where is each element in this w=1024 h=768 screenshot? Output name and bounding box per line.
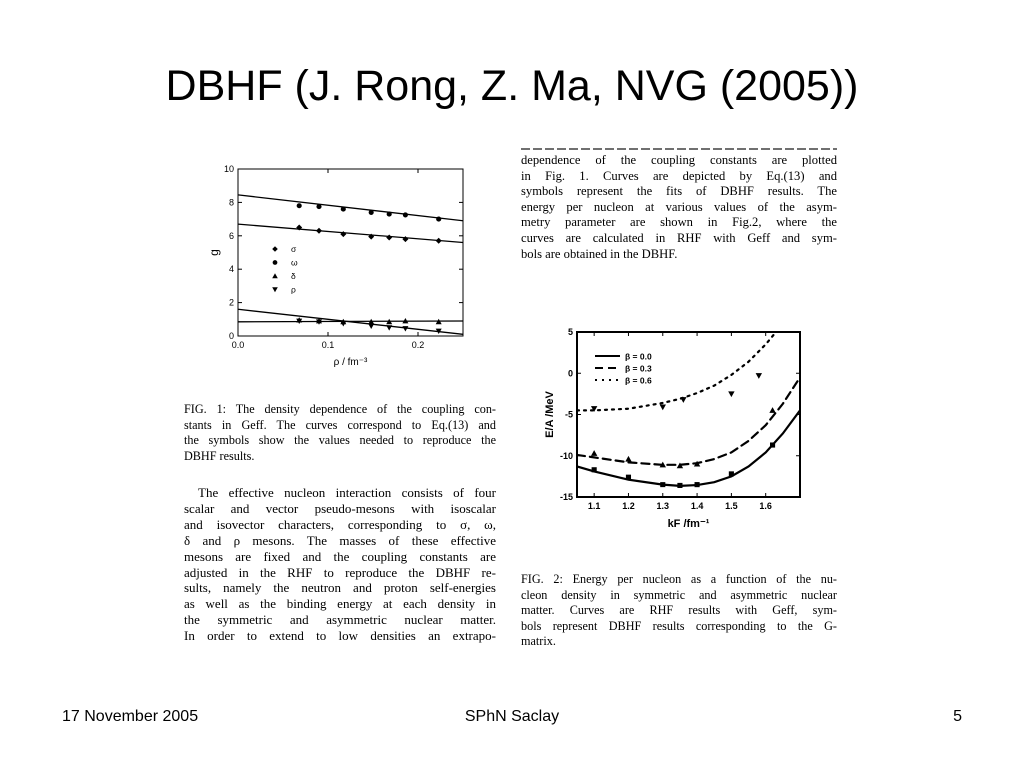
fit-line-circle <box>238 195 463 221</box>
fig2-chart <box>533 324 823 542</box>
x-tick-label: 0.0 <box>231 340 245 350</box>
legend-label: δ <box>291 271 296 281</box>
right-top-text-line: dependence of the coupling constants are plotted <box>521 153 837 167</box>
legend-label: ω <box>291 257 298 268</box>
data-point-square <box>660 482 665 487</box>
data-point-square <box>770 442 775 447</box>
footer-center: SPhN Saclay <box>464 708 560 725</box>
data-point-circle <box>369 210 374 215</box>
y-axis-label: E/A /MeV <box>544 391 556 438</box>
y-tick-label: 10 <box>223 164 234 174</box>
y-tick-label: 4 <box>228 264 234 275</box>
data-point-triangle-down <box>756 373 762 379</box>
data-point-diamond <box>386 234 392 240</box>
data-point-square <box>626 475 631 480</box>
y-tick-label: 8 <box>228 197 234 208</box>
legend-label: ρ <box>291 284 296 295</box>
body-text-line: scalar and vector pseudo-mesons with isoscalar <box>184 500 496 516</box>
fig2-caption-line: matrix. <box>521 634 556 649</box>
data-point-triangle-down <box>660 405 666 411</box>
fig2-caption <box>521 572 837 650</box>
fig1-caption-line: DBHF results. <box>184 448 255 463</box>
data-point-circle <box>436 217 441 222</box>
x-tick-label: 1.1 <box>587 501 601 511</box>
data-point-square <box>592 467 597 472</box>
y-tick-label: 6 <box>228 230 234 241</box>
curve-solid <box>577 410 800 485</box>
right-top-text-line: metry parameter are shown in Fig.2, where the <box>521 215 837 230</box>
cropped-text-line <box>521 146 837 152</box>
data-point-triangle-up <box>591 450 597 456</box>
legend-label: σ <box>291 244 297 254</box>
data-point-square <box>695 482 700 487</box>
fig2-caption-line: FIG. 2: Energy per nucleon as a function of the nu- <box>521 572 837 586</box>
x-axis-label: kF /fm⁻¹ <box>667 518 710 530</box>
x-tick-label: 1.4 <box>690 501 704 511</box>
data-point-triangle-up <box>769 407 775 413</box>
x-tick-label: 0.2 <box>411 340 425 350</box>
data-point-circle <box>403 212 408 217</box>
y-tick-label: -10 <box>559 450 573 461</box>
right-top-paragraph <box>521 153 837 262</box>
data-point-diamond <box>436 238 442 244</box>
body-text-line: The effective nucleon interaction consists of four <box>198 485 496 500</box>
body-text-line: and isovector characters, corresponding to σ, ω, <box>184 516 496 532</box>
data-point-triangle-down <box>368 324 374 329</box>
y-tick-label: 2 <box>228 297 234 308</box>
data-point-square <box>729 471 734 476</box>
footer-date: 17 November 2005 <box>62 708 199 725</box>
y-tick-label: 0 <box>228 331 234 341</box>
legend-marker-diamond <box>272 246 278 252</box>
right-top-text-line: curves are calculated in RHF with Geff and sym- <box>521 230 837 245</box>
data-point-triangle-down <box>728 391 734 397</box>
legend-marker-triangle-down <box>272 287 278 292</box>
y-tick-label: -5 <box>564 409 573 420</box>
fig1-caption <box>184 402 496 464</box>
body-text-line: the symmetric and asymmetric nuclear matter. <box>184 612 496 628</box>
data-point-circle <box>387 212 392 217</box>
y-tick-label: 5 <box>567 327 573 337</box>
body-text-line: sults, namely the neutron and proton self-energies <box>184 580 496 596</box>
legend-marker-triangle-up <box>272 273 278 278</box>
x-tick-label: 1.6 <box>759 501 772 511</box>
fig1-caption-line: the symbols show the values needed to reproduce the <box>184 433 496 448</box>
y-tick-label: -15 <box>559 492 573 502</box>
fig1-chart <box>193 157 483 377</box>
body-text-line: adjusted in the RHF to reproduce the DBHF re- <box>184 564 496 580</box>
right-top-text-line: bols are obtained in the DBHF. <box>521 246 678 261</box>
y-axis-label: g <box>207 249 221 256</box>
data-point-triangle-down <box>680 397 686 403</box>
footer-page-number: 5 <box>953 708 962 725</box>
legend-label: β = 0.6 <box>625 375 652 386</box>
data-point-square <box>677 483 682 488</box>
x-tick-label: 0.1 <box>321 340 335 350</box>
x-tick-label: 1.5 <box>725 501 738 511</box>
data-point-diamond <box>316 228 322 234</box>
body-text-line: In order to extend to low densities an extrapo- <box>184 628 496 644</box>
slide-title: DBHF (J. Rong, Z. Ma, NVG (2005)) <box>165 62 859 110</box>
body-text-line: δ and ρ mesons. The masses of these effective <box>184 532 496 548</box>
fig2-caption-line: bols represent DBHF results corresponding to the G- <box>521 618 837 633</box>
y-tick-label: 0 <box>567 368 573 379</box>
right-top-text-line: energy per nucleon at various values of the asym- <box>521 199 837 214</box>
right-top-text-line: symbols represent the fits of DBHF results. The <box>521 184 837 199</box>
fig1-caption-line: FIG. 1: The density dependence of the coupling con- <box>184 402 496 416</box>
data-point-circle <box>297 203 302 208</box>
data-point-circle <box>316 204 321 209</box>
curve-dotted <box>577 332 776 410</box>
fit-line-diamond <box>238 224 463 242</box>
data-point-circle <box>341 207 346 212</box>
fig2-caption-line: cleon density in symmetric and asymmetric nuclear <box>521 587 837 602</box>
body-text-line: as well as the binding energy at each density in <box>184 596 496 612</box>
fig1-caption-line: stants in Geff. The curves correspond to Eq.(13) and <box>184 417 496 432</box>
legend-label: β = 0.0 <box>625 351 652 362</box>
plot-frame <box>238 169 463 336</box>
body-paragraph <box>184 485 496 644</box>
x-tick-label: 1.3 <box>656 501 670 511</box>
x-axis-label: ρ / fm⁻³ <box>333 357 368 368</box>
body-text-line: mesons are fixed and the coupling constants are <box>184 548 496 564</box>
right-top-text-line: in Fig. 1. Curves are depicted by Eq.(13) and <box>521 168 837 183</box>
legend-label: β = 0.3 <box>625 363 652 374</box>
fig2-caption-line: matter. Curves are RHF results with Geff, sym- <box>521 603 837 618</box>
legend-marker-circle <box>273 260 278 265</box>
x-tick-label: 1.2 <box>622 501 635 511</box>
data-point-triangle-down <box>386 325 392 330</box>
data-point-triangle-up <box>625 456 631 462</box>
